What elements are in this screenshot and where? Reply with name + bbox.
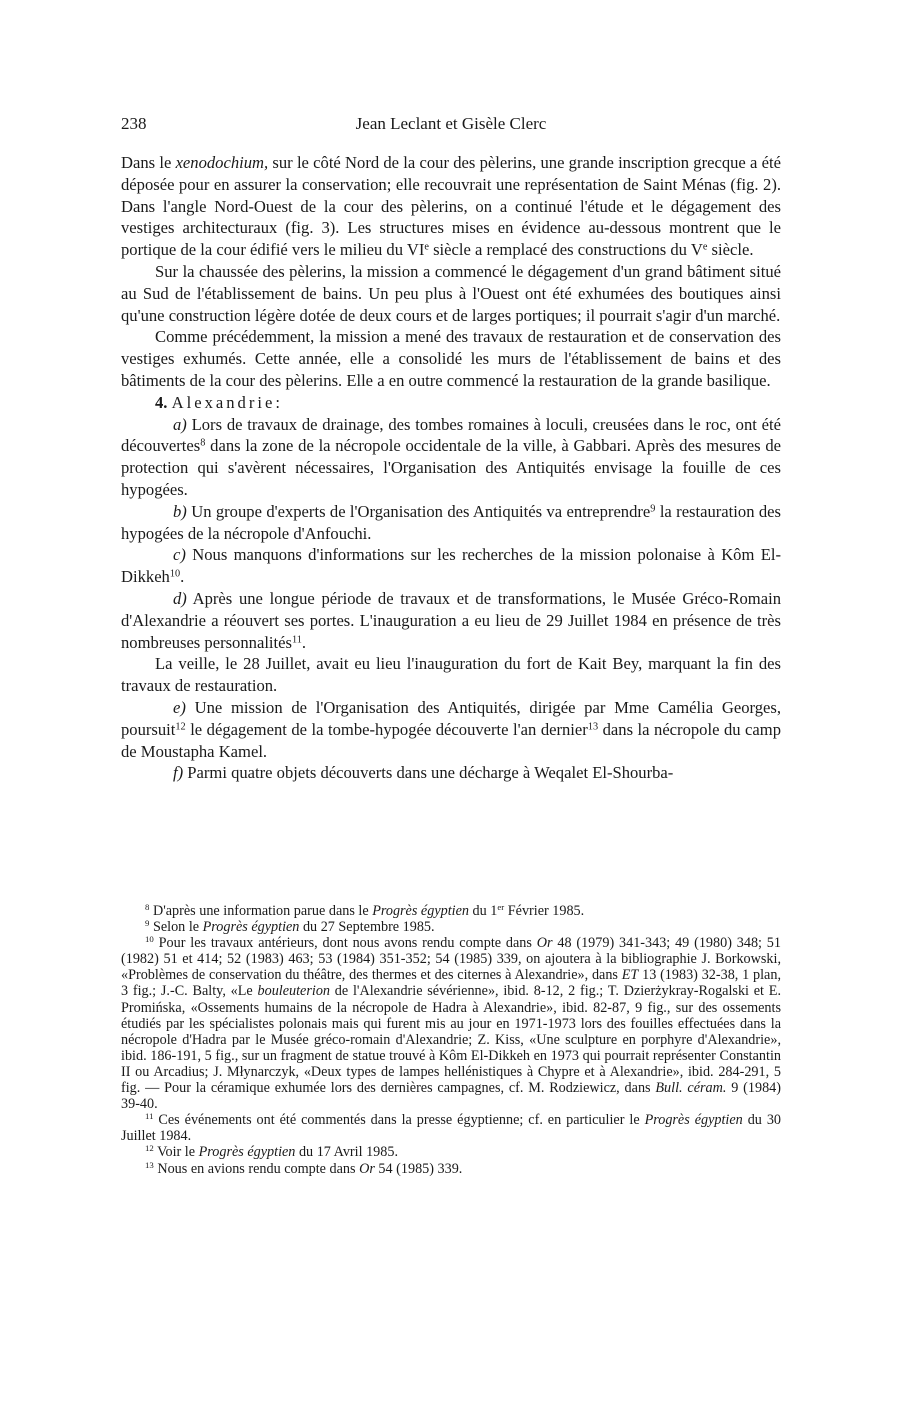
section-heading-alexandrie: 4. Alexandrie:	[155, 392, 283, 412]
paragraph-kait-bey: La veille, le 28 Juillet, avait eu lieu l'inauguration du fort de Kait Bey, marquant la fin des travaux de restauration.	[121, 654, 781, 696]
footnote-ref[interactable]: 12	[175, 721, 186, 733]
page-header	[121, 114, 781, 138]
paragraph-a: a) Lors de travaux de drainage, des tombes romaines à loculi, creusées dans le roc, ont été découvertes$^8$ dans la zone de la nécropole occidentale de la ville, à Gabbari. Après des mesures de protection qui s'avèrent nécessaires, l'Organisation des Antiquités envisage la fouille de ces hypogées.	[121, 414, 781, 499]
paragraph-restauration: Comme précédemment, la mission a mené des travaux de restauration et de conservation des vestiges exhumés. Cette année, elle a consolidé les murs de l'établissement de bains et des bâtiments de la cour des pèlerins. Elle a en outre commencé la restauration de la grande basilique.	[121, 327, 781, 390]
footnotes	[121, 903, 781, 1177]
paragraph-c: c) Nous manquons d'informations sur les recherches de la mission polonaise à Kôm El-Dikkeh$^{10}$.	[121, 545, 781, 587]
main-text	[121, 152, 781, 784]
paragraph-b: b) Un groupe d'experts de l'Organisation des Antiquités va entreprendre$^9$ la restauration des hypogées de la nécropole d'Anfouchi.	[121, 501, 781, 543]
page-number: 238	[121, 114, 147, 133]
footnote-ref[interactable]: 11	[291, 633, 302, 645]
footnote-9: $^9$ Selon le Progrès égyptien du 27 Septembre 1985.	[145, 918, 435, 936]
footnote-ref[interactable]: 10	[169, 568, 181, 580]
footnote-ref[interactable]: 8	[200, 437, 206, 449]
paragraph-d: d) Après une longue période de travaux et de transformations, le Musée Gréco-Romain d'Alexandrie a réouvert ses portes. L'inauguration a eu lieu de 29 Juillet 1984 en présence de très nombreuses personnalités$^{11}$.	[121, 588, 781, 652]
footnote-ref[interactable]: 9	[650, 503, 656, 515]
paragraph-chaussee: Sur la chaussée des pèlerins, la mission a commencé le dégagement d'un grand bâtiment situé au Sud de l'établissement de bains. Un peu plus à l'Ouest ont été exhumées des boutiques ainsi qu'une construction légère dotée de deux cours et de larges portiques; il pourrait s'agir d'un marché.	[121, 261, 781, 325]
footnote-12: $^{12}$ Voir le Progrès égyptien du 17 Avril 1985.	[145, 1143, 399, 1161]
footnote-ref[interactable]: 13	[587, 721, 599, 733]
footnote-13: $^{13}$ Nous en avions rendu compte dans Or 54 (1985) 339.	[145, 1159, 463, 1177]
footnote-10: $^{10}$ Pour les travaux antérieurs, dont nous avons rendu compte dans Or 48 (1979) 341-343; 49 (1980) 348; 51 (1982) 51 et 414; 52 (1983) 463; 53 (1984) 351-352; 54 (1985) 339, on ajoutera à la bibliographie J. Borkowski, «Problèmes de conservation du théâtre, des thermes et des citernes à Alexandrie», dans ET 13 (1983) 32-38, 1 plan, 3 fig.; J.-C. Balty, «Le bouleuterion de l'Alexandrie sévérienne», ibid. 8-12, 2 fig.; T. Dzierżykray-Rogalski et E. Promińska, «Ossements humains de la nécropole de Hadra à Alexandrie», ibid. 82-87, 9 fig., sur des ossements étudiés par les spécialistes polonais mais qui furent mis au jour en 1971-1973 lors des fouilles effectuées dans la nécropole d'Hadra par le Musée gréco-romain d'Alexandrie; Z. Kiss, «Une sculpture en porphyre d'Alexandrie», ibid. 186-191, 5 fig., sur un fragment de statue trouvé à Kôm El-Dikkeh en 1973 qui pourrait représenter Constantin II ou Arcadius; J. Młynarczyk, «Deux types de lampes hellénistiques à Chypre et à Alexandrie», ibid. 284-291, 5 fig. — Pour la céramique exhumée lors des dernières campagnes, cf. M. Rodziewicz, dans Bull. céram. 9 (1984) 39-40.	[121, 934, 781, 1113]
footnote-8: $^8$ D'après une information parue dans le Progrès égyptien du 1er Février 1985.	[145, 902, 585, 919]
paragraph-xenodochium: Dans le xenodochium, sur le côté Nord de la cour des pèlerins, une grande inscription grecque a été déposée pour en assurer la conservation; elle recouvrait une représentation de Saint Ménas (fig. 2). Dans l'angle Nord-Ouest de la cour des pèlerins, on a continué l'étude et le dégagement des vestiges architecturaux (fig. 3). Les structures mises en évidence au-dessous montrent que le portique de la cour édifié vers le milieu du VIe siècle a remplacé des constructions du Ve siècle.	[121, 153, 781, 260]
running-title: Jean Leclant et Gisèle Clerc	[355, 114, 547, 133]
footnote-11: $^{11}$ Ces événements ont été commentés dans la presse égyptienne; cf. en particulier le Progrès égyptien du 30 Juillet 1984.	[121, 1111, 782, 1145]
paragraph-f: f) Parmi quatre objets découverts dans une décharge à Weqalet El-Shourba-	[173, 763, 674, 783]
paragraph-e: e) Une mission de l'Organisation des Antiquités, dirigée par Mme Camélia Georges, poursuit$^{12}$ le dégagement de la tombe-hypogée découverte l'an dernier$^{13}$ dans la nécropole du camp de Moustapha Kamel.	[121, 697, 781, 761]
